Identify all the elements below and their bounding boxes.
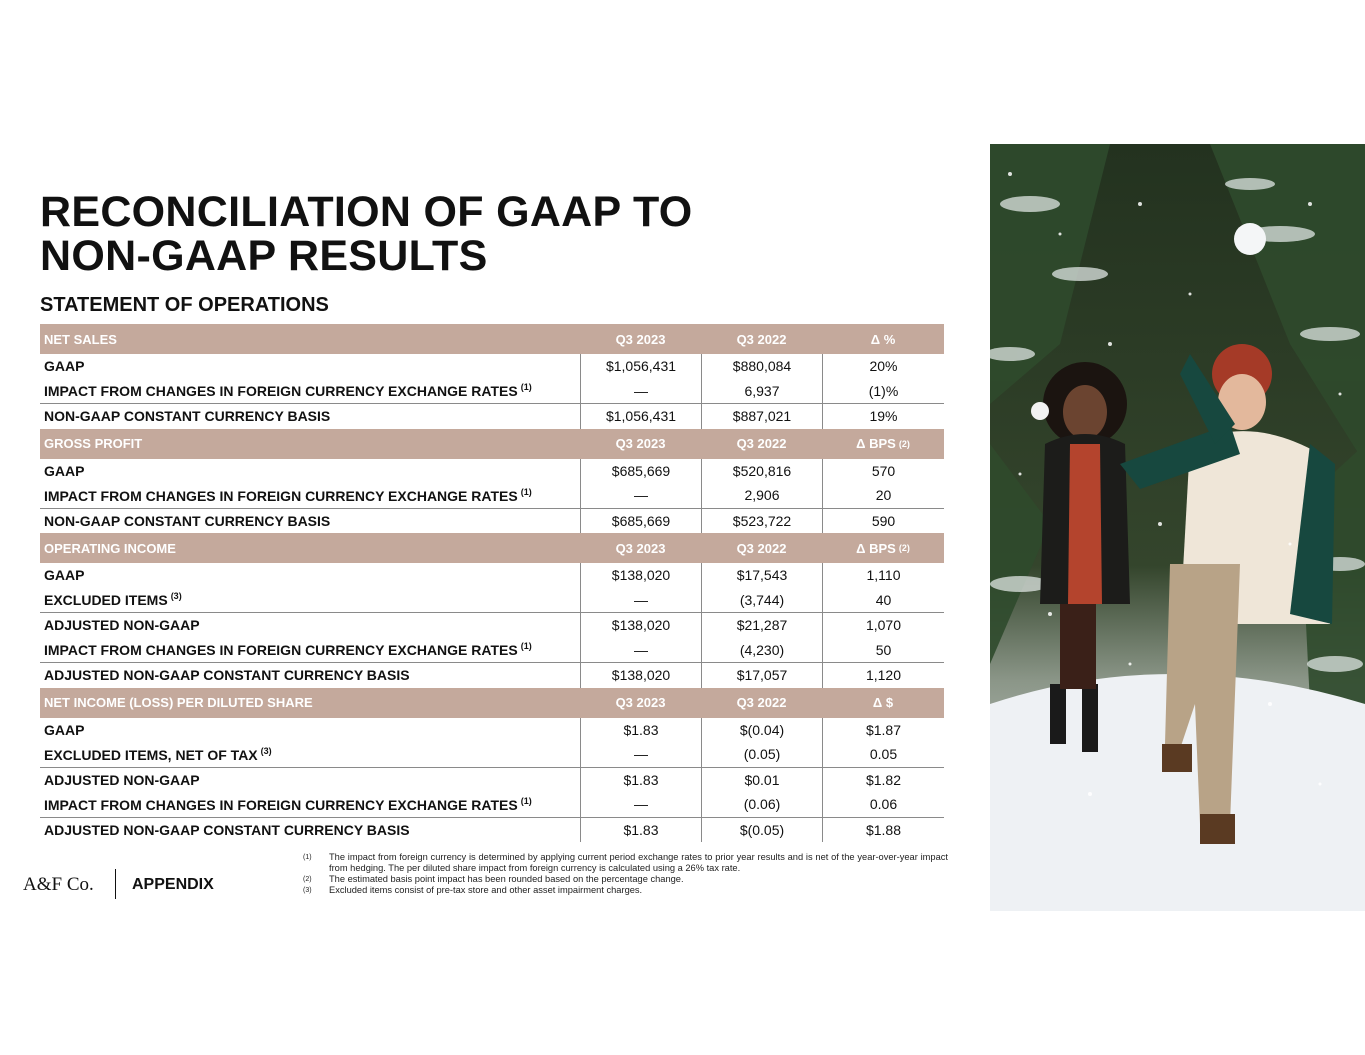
value-change: 1,120: [822, 663, 944, 688]
company-logo: A&F Co.: [23, 874, 94, 895]
row-label-cell: [40, 667, 580, 683]
value-q3-2022: (0.05): [701, 742, 822, 767]
value-q3-2022: $(0.04): [701, 718, 822, 743]
value-q3-2023: —: [580, 483, 701, 508]
row-label-cell: [40, 746, 580, 763]
value-q3-2023: $1.83: [580, 718, 701, 743]
footnote-ref: (2): [898, 543, 910, 553]
row-label: NON-GAAP CONSTANT CURRENCY BASIS: [44, 512, 331, 529]
value-q3-2022: (0.06): [701, 792, 822, 817]
row-label: IMPACT FROM CHANGES IN FOREIGN CURRENCY EXCHANGE RATES: [44, 796, 518, 813]
value-q3-2022: 6,937: [701, 379, 822, 404]
footnote-ref: (1): [520, 795, 532, 806]
row-label-cell: [40, 513, 580, 529]
table-row: [40, 588, 944, 613]
reconciliation-table: [40, 324, 944, 842]
table-row: [40, 379, 944, 404]
footnote-ref: (2): [898, 438, 910, 449]
value-q3-2022: $21,287: [701, 613, 822, 638]
table-section-header: [40, 429, 944, 459]
section-header-label: [40, 332, 580, 347]
value-q3-2023: —: [580, 588, 701, 613]
value-q3-2023: $1.83: [580, 818, 701, 843]
value-change: 0.06: [822, 792, 944, 817]
section-subtitle: STATEMENT OF OPERATIONS: [40, 294, 329, 316]
value-q3-2022: $17,543: [701, 563, 822, 588]
footnote-text: The impact from foreign currency is determined by applying current period exchange rates to prior year results and is net of the year-over-year impact from hedging. The per diluted share impact from foreign currency is calculated using a 26% tax rate.: [329, 852, 948, 873]
photo-illustration: [990, 144, 1365, 911]
footnote-ref: (3): [170, 591, 182, 602]
table-row: [40, 817, 944, 843]
footnote: [303, 852, 948, 874]
value-q3-2022: (3,744): [701, 588, 822, 613]
value-change: $1.82: [822, 768, 944, 793]
value-change: 20%: [822, 354, 944, 379]
table-section-header: [40, 324, 944, 354]
value-q3-2022: $(0.05): [701, 818, 822, 843]
value-q3-2022: (4,230): [701, 638, 822, 663]
table-section-header: [40, 533, 944, 563]
section-header-label: [40, 541, 580, 556]
footnote-ref: (1): [520, 641, 532, 652]
value-q3-2022: $17,057: [701, 663, 822, 688]
value-change: $1.88: [822, 818, 944, 843]
col-header-q3-2022: [701, 324, 822, 354]
row-label: ADJUSTED NON-GAAP CONSTANT CURRENCY BASIS: [44, 667, 410, 684]
value-change: $1.87: [822, 718, 944, 743]
value-change: 1,070: [822, 613, 944, 638]
value-change: 40: [822, 588, 944, 613]
table-row: [40, 742, 944, 767]
section-header-label-text: OPERATING INCOME: [44, 540, 176, 556]
value-q3-2022: $0.01: [701, 768, 822, 793]
value-q3-2023: $138,020: [580, 563, 701, 588]
footnote-number: (2): [303, 876, 312, 883]
col-header-q3-2022: [701, 533, 822, 563]
table-row: [40, 718, 944, 743]
row-label-cell: [40, 382, 580, 399]
footer-section-label: APPENDIX: [132, 876, 214, 893]
col-header-q3-2022: [701, 688, 822, 718]
row-label-cell: [40, 463, 580, 479]
col-header-q3-2023: [580, 324, 701, 354]
col-header-q3-2023: [580, 688, 701, 718]
table-row: [40, 483, 944, 508]
row-label-cell: [40, 772, 580, 788]
footnote: [303, 885, 948, 896]
col-header-q3-2023: [580, 429, 701, 459]
value-q3-2022: $880,084: [701, 354, 822, 379]
value-change: 20: [822, 483, 944, 508]
value-q3-2023: $1.83: [580, 768, 701, 793]
footer-divider: [115, 869, 116, 899]
value-q3-2022: $520,816: [701, 459, 822, 484]
col-header-q3-2023-text: Q3 2023: [615, 695, 666, 710]
section-header-label-text: NET INCOME (LOSS) PER DILUTED SHARE: [44, 695, 313, 710]
row-label-cell: [40, 591, 580, 608]
row-label: GAAP: [44, 567, 85, 584]
value-change: 0.05: [822, 742, 944, 767]
value-q3-2023: $1,056,431: [580, 404, 701, 429]
winter-photo-image: [990, 144, 1365, 911]
row-label: IMPACT FROM CHANGES IN FOREIGN CURRENCY EXCHANGE RATES: [44, 487, 518, 504]
value-q3-2023: —: [580, 379, 701, 404]
table-row: [40, 612, 944, 638]
col-header-change: [822, 429, 944, 459]
section-header-label: [40, 695, 580, 710]
section-header-label-text: GROSS PROFIT: [44, 436, 143, 451]
row-label-cell: [40, 822, 580, 838]
table-row: [40, 792, 944, 817]
value-change: 50: [822, 638, 944, 663]
col-header-q3-2023-text: Q3 2023: [615, 331, 666, 347]
col-header-q3-2022-text: Q3 2022: [736, 695, 787, 710]
row-label: ADJUSTED NON-GAAP CONSTANT CURRENCY BASIS: [44, 821, 410, 838]
table-section-header: [40, 688, 944, 718]
row-label: GAAP: [44, 462, 85, 479]
col-header-q3-2022-text: Q3 2022: [736, 540, 787, 556]
footnote-number: (1): [303, 854, 312, 861]
footnote-number: (3): [303, 887, 312, 894]
footnote-ref: (1): [520, 382, 532, 393]
row-label: GAAP: [44, 721, 85, 738]
value-q3-2023: $685,669: [580, 459, 701, 484]
row-label: EXCLUDED ITEMS: [44, 592, 168, 609]
row-label-cell: [40, 358, 580, 374]
table-row: [40, 403, 944, 429]
col-header-q3-2023: [580, 533, 701, 563]
col-header-change: [822, 533, 944, 563]
table-row: [40, 767, 944, 793]
col-header-q3-2023-text: Q3 2023: [615, 540, 666, 556]
row-label: ADJUSTED NON-GAAP: [44, 617, 200, 634]
row-label-cell: [40, 617, 580, 633]
col-header-change-text: Δ $: [872, 695, 894, 710]
table-row: [40, 563, 944, 588]
col-header-change: [822, 688, 944, 718]
footnote: [303, 874, 948, 885]
section-header-label: [40, 436, 580, 451]
value-change: 570: [822, 459, 944, 484]
footnotes: [303, 852, 948, 896]
row-label: NON-GAAP CONSTANT CURRENCY BASIS: [44, 408, 331, 425]
value-q3-2023: —: [580, 638, 701, 663]
value-change: (1)%: [822, 379, 944, 404]
value-q3-2023: $1,056,431: [580, 354, 701, 379]
value-q3-2023: $138,020: [580, 663, 701, 688]
title-line-1: RECONCILIATION OF GAAP TO: [40, 188, 693, 236]
row-label-cell: [40, 408, 580, 424]
value-change: 19%: [822, 404, 944, 429]
table-row: [40, 354, 944, 379]
row-label: EXCLUDED ITEMS, NET OF TAX: [44, 746, 258, 763]
row-label: ADJUSTED NON-GAAP: [44, 771, 200, 788]
footnote-text: Excluded items consist of pre-tax store and other asset impairment charges.: [329, 885, 643, 895]
value-q3-2022: $523,722: [701, 509, 822, 534]
footnote-ref: (3): [260, 745, 272, 756]
col-header-change-text: Δ %: [870, 331, 896, 347]
row-label: IMPACT FROM CHANGES IN FOREIGN CURRENCY EXCHANGE RATES: [44, 642, 518, 659]
col-header-change-text: Δ BPS: [856, 436, 896, 451]
value-q3-2023: —: [580, 792, 701, 817]
table-row: [40, 662, 944, 688]
row-label: GAAP: [44, 358, 85, 375]
table-row: [40, 459, 944, 484]
title-line-2: NON-GAAP RESULTS: [40, 232, 488, 280]
value-change: 1,110: [822, 563, 944, 588]
footnote-text: The estimated basis point impact has been rounded based on the percentage change.: [329, 874, 684, 884]
row-label-cell: [40, 796, 580, 813]
value-q3-2022: $887,021: [701, 404, 822, 429]
row-label-cell: [40, 567, 580, 583]
value-q3-2022: 2,906: [701, 483, 822, 508]
value-q3-2023: $138,020: [580, 613, 701, 638]
col-header-q3-2023-text: Q3 2023: [615, 436, 666, 451]
value-q3-2023: $685,669: [580, 509, 701, 534]
col-header-q3-2022-text: Q3 2022: [736, 331, 787, 347]
table-row: [40, 508, 944, 534]
table-row: [40, 638, 944, 663]
section-header-label-text: NET SALES: [44, 331, 117, 347]
page-title: [40, 190, 693, 278]
value-change: 590: [822, 509, 944, 534]
col-header-q3-2022: [701, 429, 822, 459]
row-label-cell: [40, 722, 580, 738]
col-header-change-text: Δ BPS: [856, 540, 896, 556]
col-header-q3-2022-text: Q3 2022: [736, 436, 787, 451]
row-label-cell: [40, 641, 580, 658]
row-label-cell: [40, 487, 580, 504]
value-q3-2023: —: [580, 742, 701, 767]
col-header-change: [822, 324, 944, 354]
footnote-ref: (1): [520, 486, 532, 497]
row-label: IMPACT FROM CHANGES IN FOREIGN CURRENCY EXCHANGE RATES: [44, 383, 518, 400]
